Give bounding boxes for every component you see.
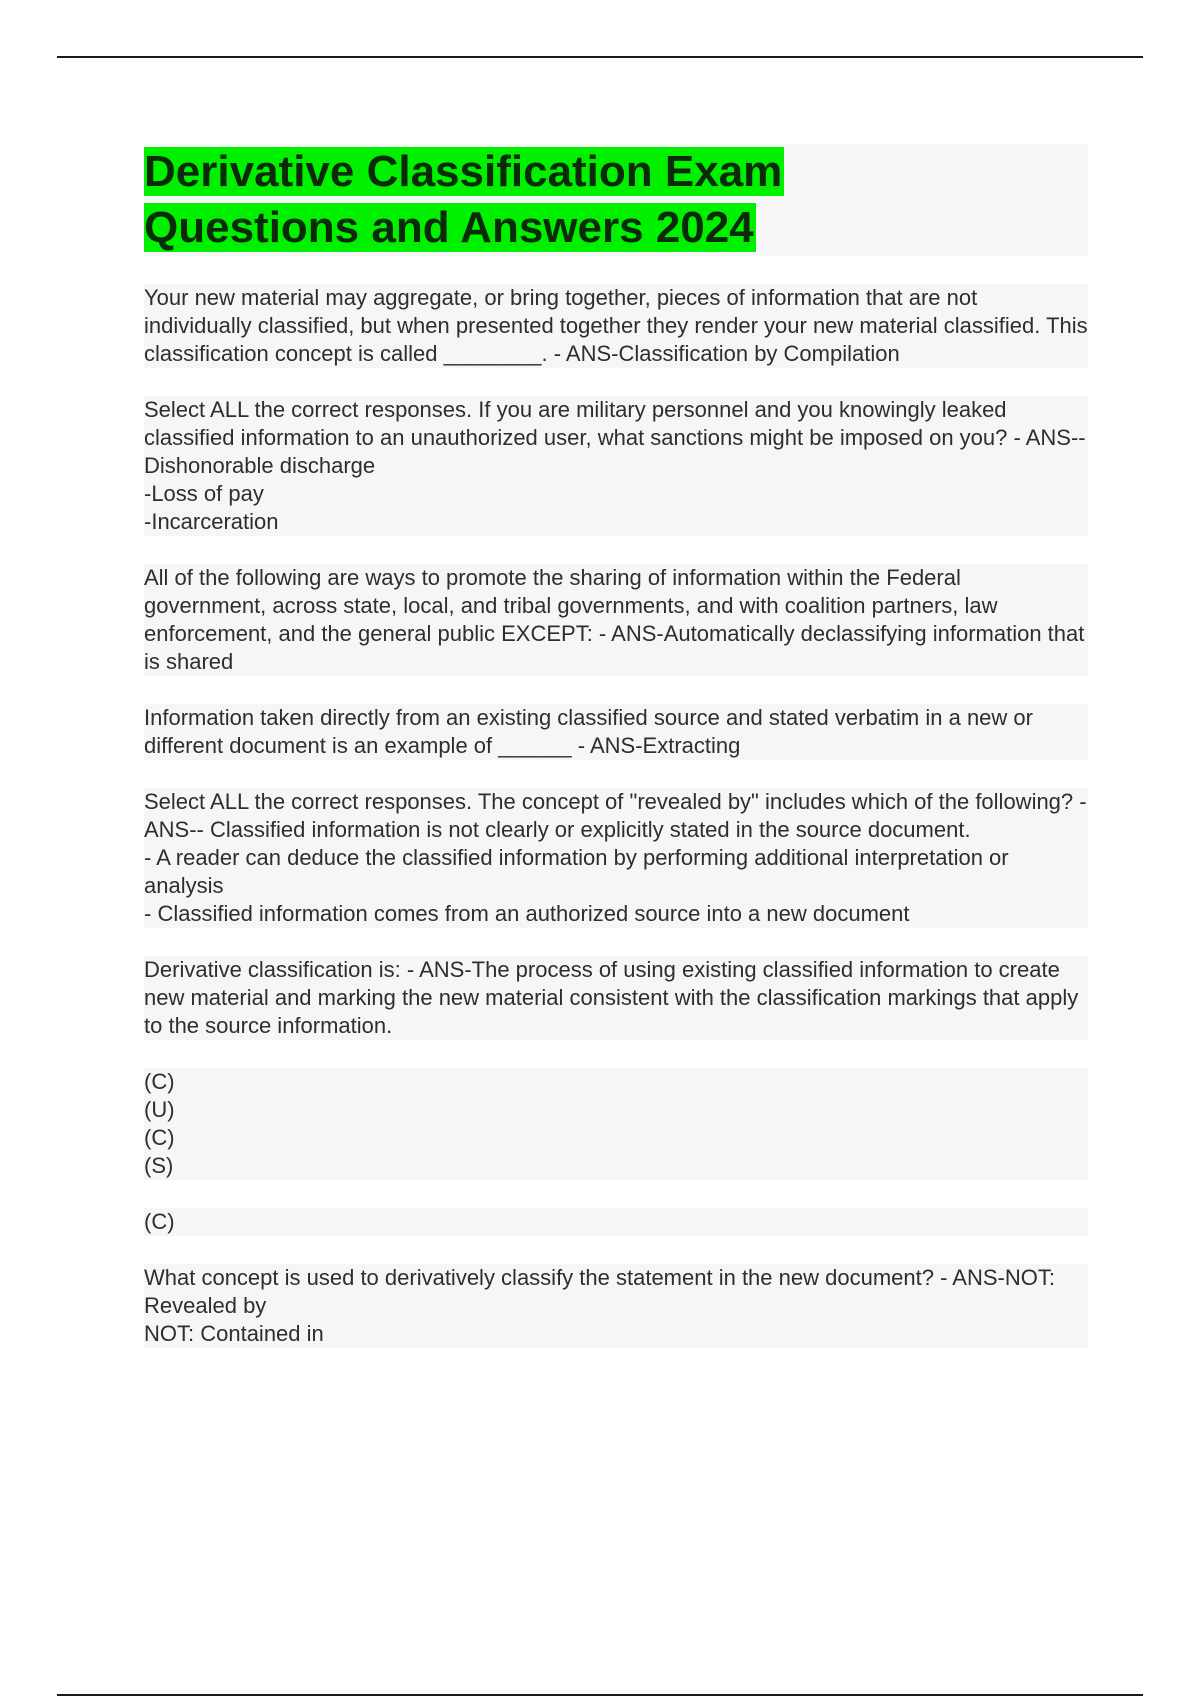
- portion-marking: (S): [144, 1153, 174, 1178]
- qa-answer-line: -Incarceration: [144, 509, 279, 534]
- qa-text: All of the following are ways to promote the sharing of information within the Federal government, across state, local, and tribal governments, and with coalition partners, law enforcement, and the general public EXCEPT: - ANS-Automatically declassifying information that is shared: [144, 565, 1085, 674]
- qa-item-1: [144, 284, 1088, 368]
- qa-item-2: [144, 396, 1088, 536]
- qa-item-3: [144, 564, 1088, 676]
- document-body: [144, 144, 1088, 1376]
- qa-text: Your new material may aggregate, or bring together, pieces of information that are not individually classified, but when presented together they render your new material classified. This classification concept is called ________. - ANS-Classification by Compilation: [144, 285, 1088, 366]
- document-title: [144, 144, 1088, 256]
- qa-item-5: [144, 788, 1088, 928]
- qa-answer-line: - A reader can deduce the classified information by performing additional interpretation or analysis: [144, 845, 1009, 898]
- title-block: [144, 144, 1088, 256]
- qa-answer-line: NOT: Contained in: [144, 1321, 324, 1346]
- title-line-1: Derivative Classification Exam: [144, 147, 783, 196]
- title-line-2: Questions and Answers 2024: [144, 203, 754, 252]
- qa-text: What concept is used to derivatively classify the statement in the new document? - ANS-NOT: Revealed by: [144, 1265, 1055, 1318]
- qa-text: Derivative classification is: - ANS-The process of using existing classified information to create new material and marking the new material consistent with the classification markings that apply to the source information.: [144, 957, 1079, 1038]
- qa-item-7: [144, 1264, 1088, 1348]
- overall-marking-block: [144, 1208, 1088, 1236]
- portion-marking: (C): [144, 1069, 175, 1094]
- portion-marking: (C): [144, 1125, 175, 1150]
- qa-text: Select ALL the correct responses. The concept of "revealed by" includes which of the following? - ANS-- Classified information is not clearly or explicitly stated in the source document.: [144, 789, 1087, 842]
- portion-marking: (U): [144, 1097, 175, 1122]
- qa-item-4: [144, 704, 1088, 760]
- bottom-rule: [57, 1694, 1143, 1696]
- qa-answer-line: -Loss of pay: [144, 481, 264, 506]
- portion-markings: [144, 1068, 1088, 1180]
- overall-marking: (C): [144, 1209, 175, 1234]
- top-rule: [57, 56, 1143, 58]
- qa-answer-line: - Classified information comes from an authorized source into a new document: [144, 901, 910, 926]
- qa-item-6: [144, 956, 1088, 1040]
- qa-text: Information taken directly from an existing classified source and stated verbatim in a new or different document is an example of ______ - ANS-Extracting: [144, 705, 1033, 758]
- qa-text: Select ALL the correct responses. If you are military personnel and you knowingly leaked classified information to an unauthorized user, what sanctions might be imposed on you? - ANS--Dishonorable discharge: [144, 397, 1086, 478]
